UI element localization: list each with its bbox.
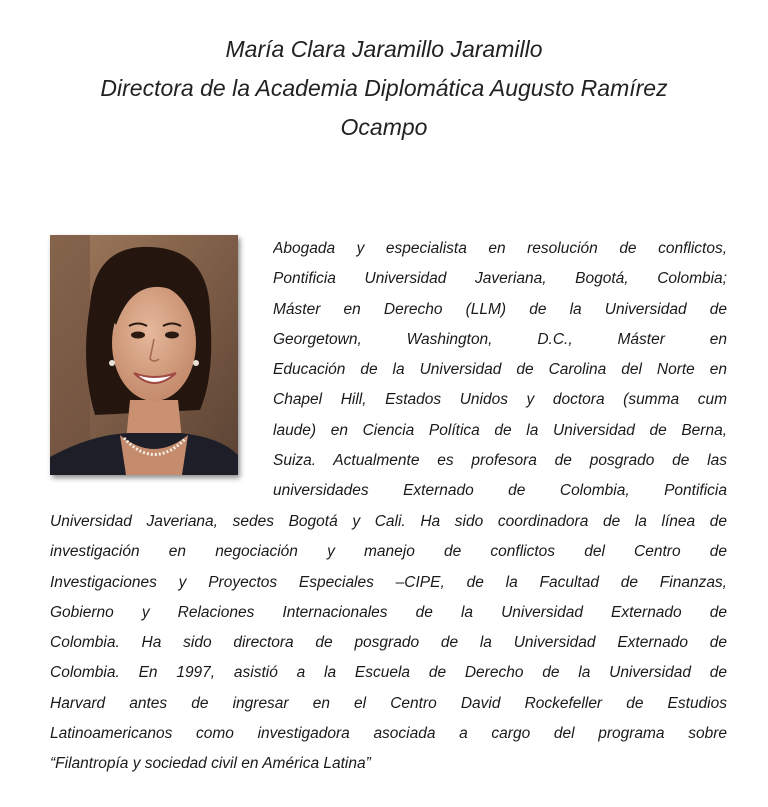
bio-paragraph-intro [273,234,727,507]
bio-line: Harvard antes de ingresar en el Centro David Rockefeller de Estudios [50,694,727,712]
bio-line: Pontificia Universidad Javeriana, Bogotá, Colombia; [273,270,727,288]
person-title-line-2: Ocampo [340,114,428,140]
bio-line: Colombia. Ha sido directora de posgrado de la Universidad Externado de [50,634,727,652]
bio-line: laude) en Ciencia Política de la Universidad de Berna, [273,421,727,439]
bio-line: universidades Externado de Colombia, Pontificia [273,482,727,500]
bio-line: Suiza. Actualmente es profesora de posgrado de las [273,452,727,470]
bio-line: Georgetown, Washington, D.C., Máster en [273,330,727,348]
bio-line: Latinoamericanos como investigadora asociada a cargo del programa sobre [50,725,727,743]
bio-line: Máster en Derecho (LLM) de la Universidad de [273,300,727,318]
bio-line: Universidad Javeriana, sedes Bogotá y Cali. Ha sido coordinadora de la línea de [50,513,727,530]
bio-line: Educación de la Universidad de Carolina del Norte en [273,361,727,379]
bio-line: Chapel Hill, Estados Unidos y doctora (summa cum [273,391,727,409]
bio-line: Investigaciones y Proyectos Especiales –CIPE, de la Facultad de Finanzas, [50,573,727,591]
bio-line: investigación en negociación y manejo de conflictos del Centro de [50,543,727,561]
portrait-photo [50,235,238,475]
page-header [0,30,768,147]
bio-line: Gobierno y Relaciones Internacionales de la Universidad Externado de [50,603,727,621]
portrait-image [50,235,238,475]
bio-line: Colombia. En 1997, asistió a la Escuela de Derecho de la Universidad de [50,664,727,682]
bio-line: “Filantropía y sociedad civil en América Latina” [50,755,371,773]
bio-line: Abogada y especialista en resolución de conflictos, [273,240,727,257]
person-name: María Clara Jaramillo Jaramillo [225,36,543,62]
bio-paragraph-continued [50,507,727,780]
person-title-line-1: Directora de la Academia Diplomática Augusto Ramírez [100,75,668,101]
